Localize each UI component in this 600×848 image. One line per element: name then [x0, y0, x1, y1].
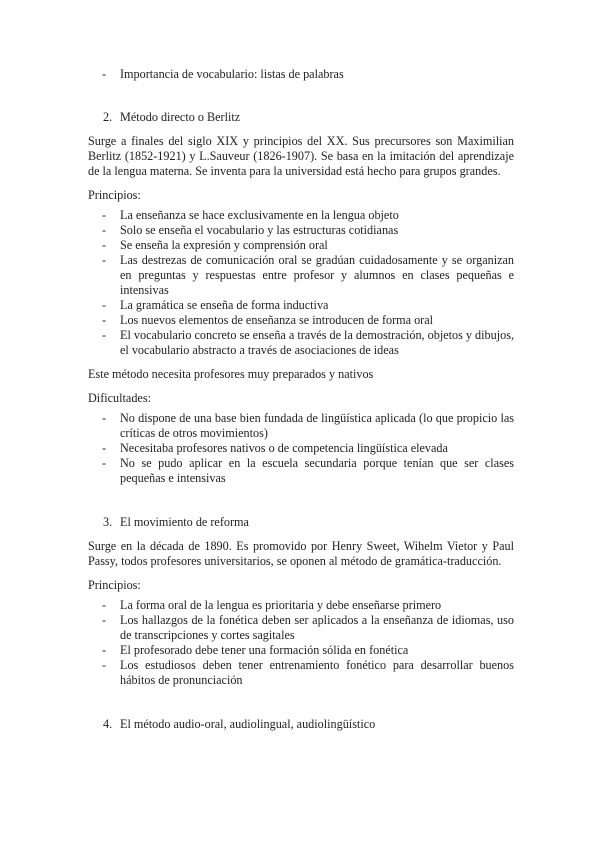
dash-marker: -	[102, 613, 107, 627]
list-item: - Importancia de vocabulario: listas de palabras	[102, 67, 344, 81]
dash-marker: -	[102, 456, 107, 470]
list-item: - Los estudiosos deben tener entrenamiento fonético para desarrollar buenos hábitos de pronunciación	[102, 658, 514, 687]
document-content	[88, 67, 514, 732]
list-item: - No dispone de una base bien fundada de lingüística aplicada (lo que propicio las críticas de otros movimientos)	[102, 411, 514, 440]
principles-label: Principios:	[88, 188, 141, 202]
list-item: - El vocabulario concreto se enseña a través de la demostración, objetos y dibujos, el vocabulario abstracto a través de asociaciones de ideas	[102, 328, 514, 357]
intro-list	[88, 67, 514, 82]
principles-label: Principios:	[88, 578, 141, 592]
list-item: - Las destrezas de comunicación oral se gradúan cuidadosamente y se organizan en preguntas y respuestas entre profesor y alumnos en clases pequeñas e intensivas	[102, 253, 514, 297]
section-heading-4	[88, 717, 514, 732]
dash-marker: -	[102, 67, 107, 81]
list-item: - Se enseña la expresión y comprensión oral	[102, 238, 328, 252]
list-item: - Los nuevos elementos de enseñanza se introducen de forma oral	[102, 313, 434, 327]
difficulties-label: Dificultades:	[88, 391, 151, 405]
list-item: - No se pudo aplicar en la escuela secundaria porque tenían que ser clases pequeñas e intensivas	[102, 456, 514, 485]
list-item: - La gramática se enseña de forma inductiva	[102, 298, 329, 312]
dash-marker: -	[102, 238, 107, 252]
list-item: - El profesorado debe tener una formación sólida en fonética	[102, 643, 409, 657]
list-item: - Solo se enseña el vocabulario y las estructuras cotidianas	[102, 223, 399, 237]
list-item: - Necesitaba profesores nativos o de competencia lingüística elevada	[102, 441, 448, 455]
list-item: - Los hallazgos de la fonética deben ser aplicados a la enseñanza de idiomas, uso de transcripciones y cortes sagitales	[102, 613, 514, 642]
section-number: 3.	[103, 515, 113, 529]
section-heading-3	[88, 515, 514, 530]
dash-marker: -	[102, 298, 107, 312]
section-description: Surge en la década de 1890. Es promovido por Henry Sweet, Wihelm Vietor y Paul Passy, todos profesores universitarios, se oponen al método de gramática-traducción.	[88, 539, 514, 568]
dash-marker: -	[102, 253, 107, 267]
dash-marker: -	[102, 208, 107, 222]
dash-marker: -	[102, 328, 107, 342]
dash-marker: -	[102, 313, 107, 327]
section-description: Surge a finales del siglo XIX y principios del XX. Sus precursores son Maximilian Berlitz (1852-1921) y L.Sauveur (1826-1907). Se basa en la imitación del aprendizaje de la lengua materna. Se inventa para la universidad está hecho para grupos grandes.	[88, 134, 514, 178]
section-title: El método audio-oral, audiolingual, audiolingüístico	[120, 717, 376, 731]
dash-marker: -	[102, 598, 107, 612]
section-number: 2.	[103, 110, 113, 124]
principles-list	[88, 208, 514, 358]
dash-marker: -	[102, 223, 107, 237]
section-number: 4.	[103, 717, 113, 731]
dash-marker: -	[102, 643, 107, 657]
section-heading-2	[88, 110, 514, 125]
dash-marker: -	[102, 441, 107, 455]
difficulties-list	[88, 411, 514, 486]
method-note: Este método necesita profesores muy preparados y nativos	[88, 367, 374, 381]
dash-marker: -	[102, 658, 107, 672]
list-item: - La enseñanza se hace exclusivamente en la lengua objeto	[102, 208, 399, 222]
dash-marker: -	[102, 411, 107, 425]
section-title: El movimiento de reforma	[120, 515, 249, 529]
section-title: Método directo o Berlitz	[120, 110, 241, 124]
list-item: - La forma oral de la lengua es prioritaria y debe enseñarse primero	[102, 598, 442, 612]
principles-list	[88, 598, 514, 688]
